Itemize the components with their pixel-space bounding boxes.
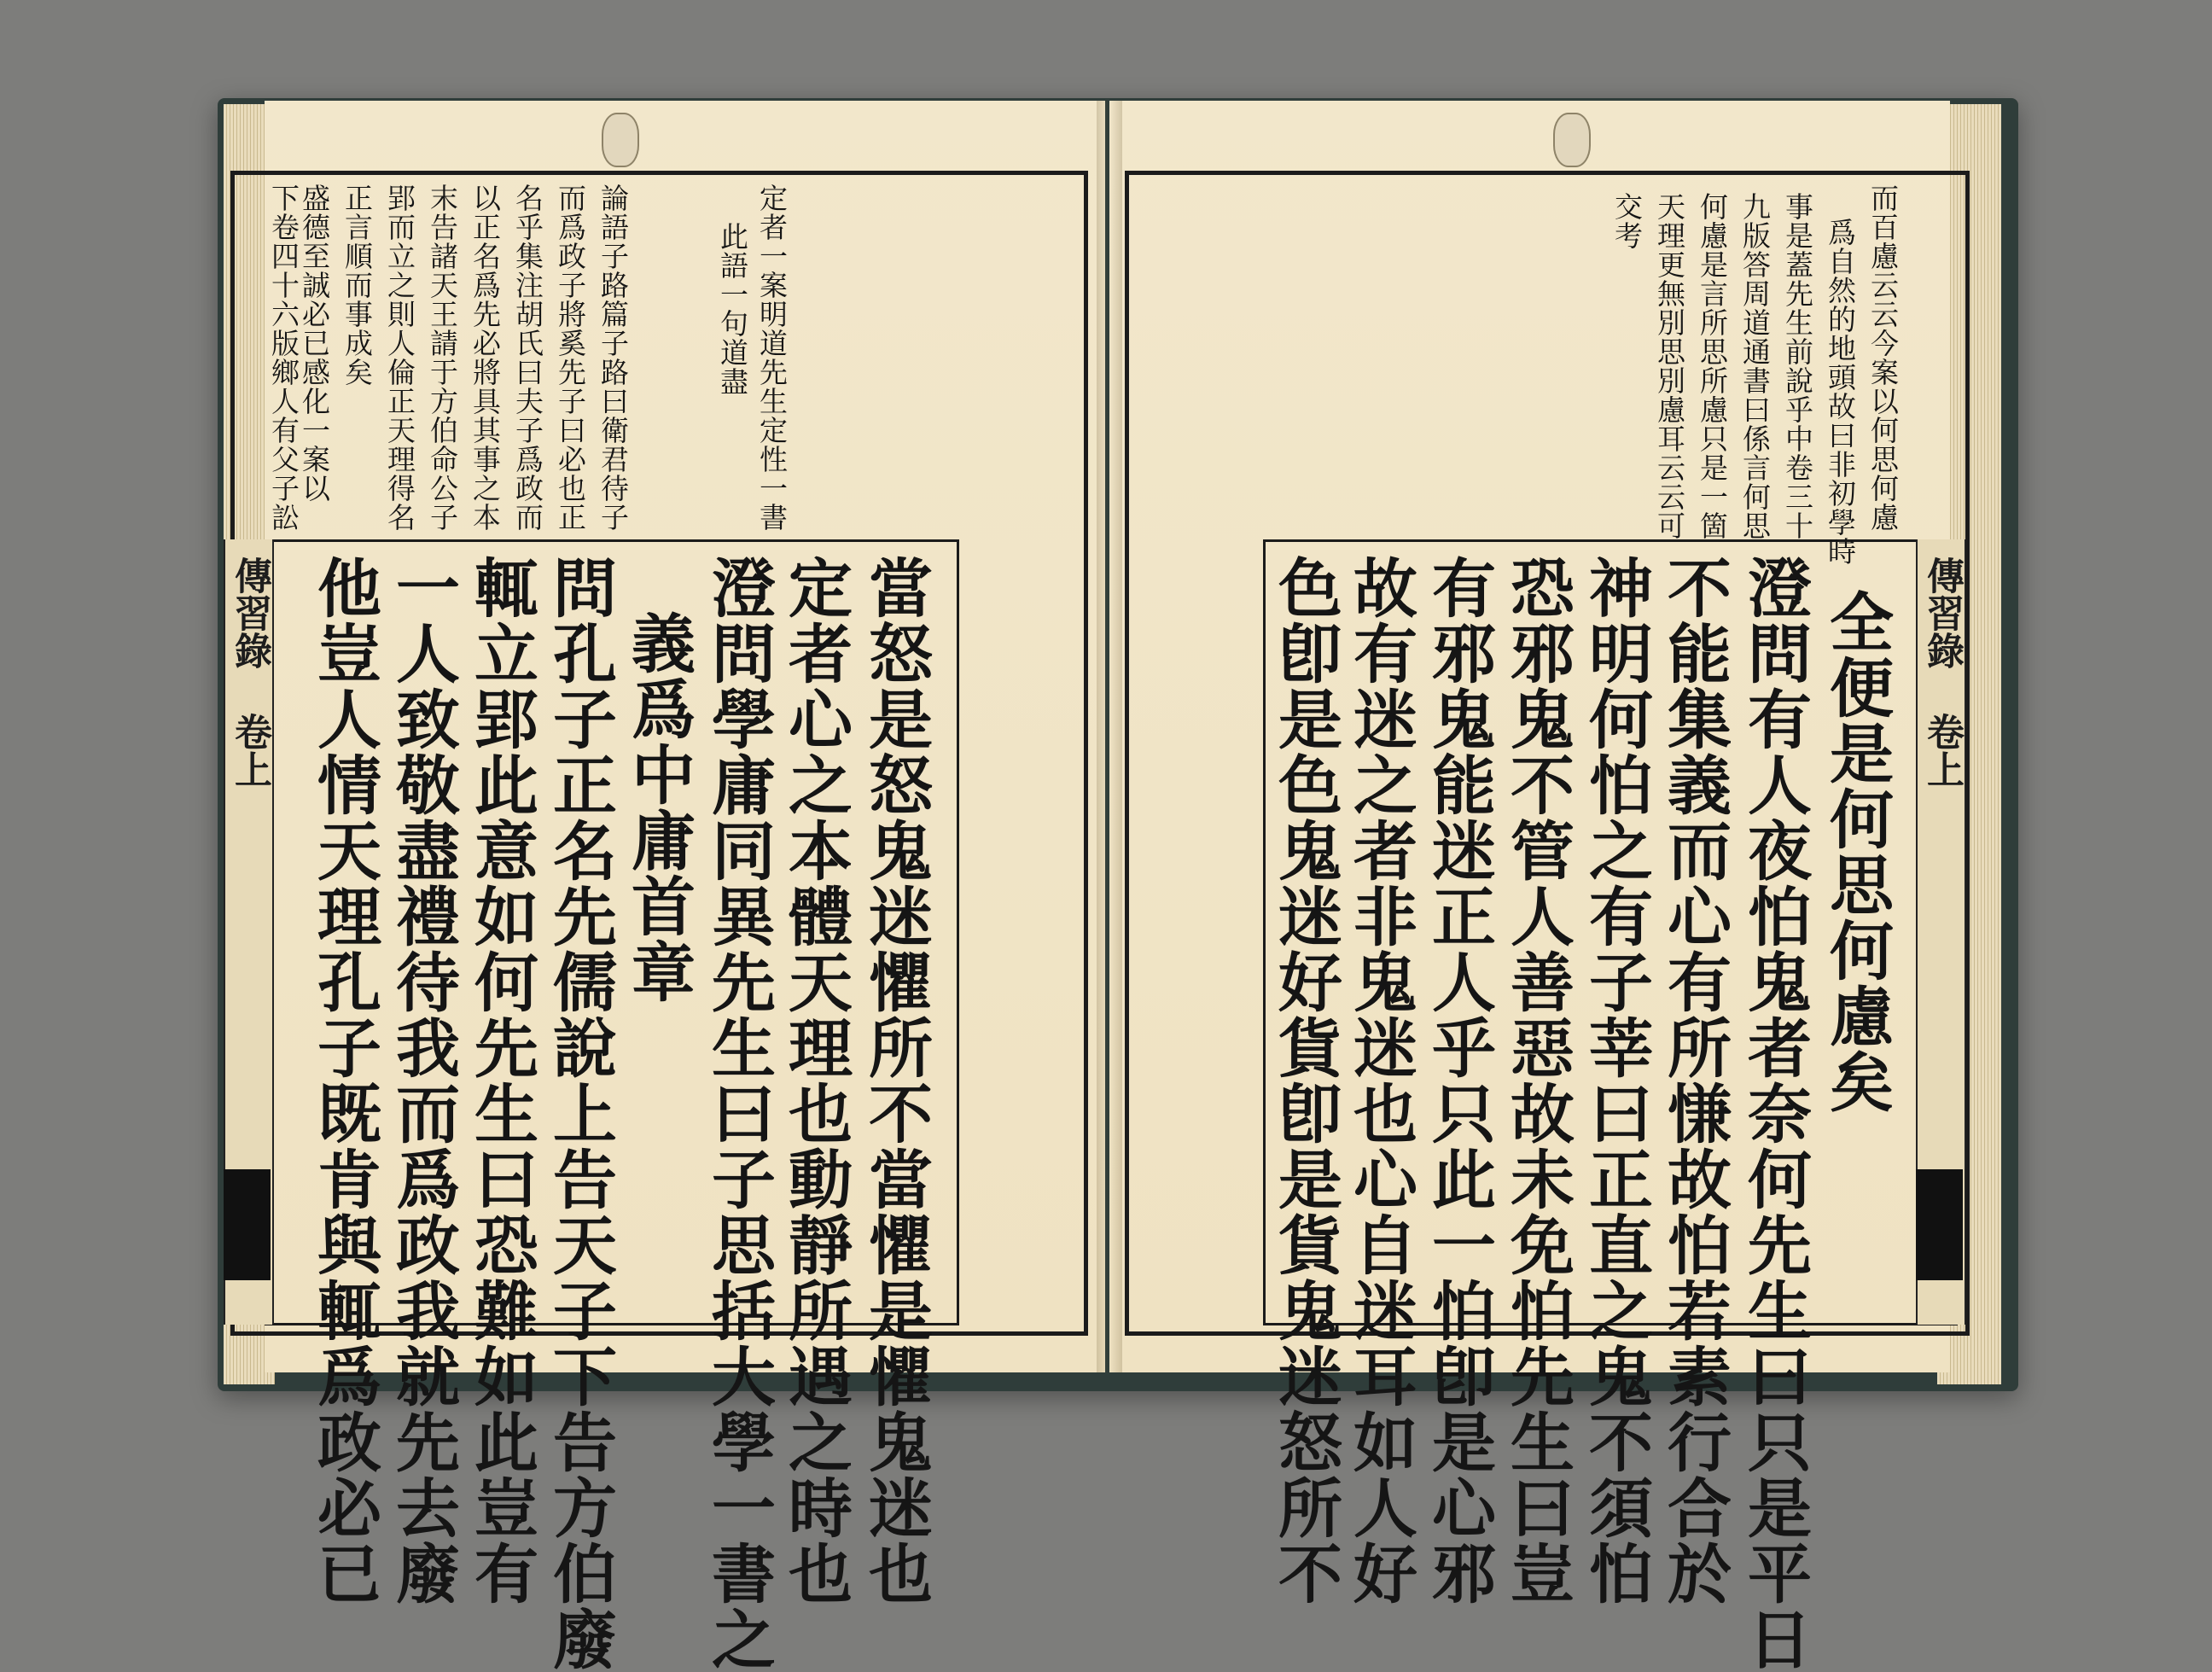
right-upper-col-1: 而百慮云云今案以何思何慮 — [1866, 184, 1900, 532]
right-upper-col-3: 事是蓋先生前說乎中卷三十 — [1781, 192, 1814, 540]
binding-string-left — [602, 113, 639, 167]
right-main-col-2: 澄問有人夜怕鬼者奈何先生曰只是平日 — [1738, 555, 1813, 1672]
right-upper-col-7: 交考 — [1610, 192, 1644, 250]
left-upper-col-6: 以正名爲先必將具其事之本 — [469, 184, 502, 532]
right-main-col-1: 全便是何思何慮矣 — [1819, 589, 1895, 1115]
left-upper-col-5: 名乎集注胡氏曰夫子爲政而 — [511, 184, 544, 532]
left-main-col-3: 澄問學庸同異先生曰子思括大學一書之 — [701, 555, 777, 1672]
book-gutter — [1097, 101, 1122, 1372]
left-main-col-5: 問孔子正名先儒說上告天子下告方伯廢 — [543, 555, 618, 1672]
left-upper-col-11: 下卷四十六版鄉人有父子訟 — [267, 184, 300, 532]
right-main-col-3: 不能集義而心有所慊故怕若素行合於 — [1657, 555, 1732, 1606]
left-upper-col-7: 末告諸天王請于方伯命公子 — [426, 184, 459, 532]
left-black-block — [224, 1169, 271, 1280]
left-upper-col-2: 此語一句道盡 — [716, 222, 749, 396]
left-upper-col-4: 而爲政子將奚先子曰必也正 — [554, 184, 587, 532]
left-main-col-7: 一人致敬盡禮待我而爲政我就先去廢 — [386, 555, 461, 1606]
left-main-col-2: 定者心之本體天理也動靜所遇之時也 — [778, 555, 853, 1606]
left-main-col-1: 當怒是怒鬼迷懼所不當懼是懼鬼迷也 — [859, 555, 934, 1606]
left-center-strip-title: 傳習錄 卷上 — [228, 556, 271, 788]
right-main-col-7: 故有迷之者非鬼迷也心自迷耳如人好 — [1343, 555, 1418, 1606]
left-upper-col-10: 盛德至誠必已感化一案以 — [298, 184, 331, 503]
left-upper-col-8: 郢而立之則人倫正天理得名 — [383, 184, 416, 532]
right-upper-col-6: 天理更無別思別慮耳云云可 — [1653, 192, 1686, 540]
left-upper-col-1: 定者一案明道先生定性一書 — [755, 184, 789, 532]
right-upper-col-4: 九版答周道通書曰係言何思 — [1738, 192, 1772, 540]
right-main-col-6: 有邪鬼能迷正人乎只此一怕卽是心邪 — [1422, 555, 1497, 1606]
right-center-strip-title: 傳習錄 卷上 — [1920, 556, 1964, 788]
left-upper-col-9: 正言順而事成矣 — [341, 184, 374, 387]
left-main-col-4: 義爲中庸首章 — [621, 610, 696, 1005]
right-upper-col-2: 爲自然的地頭故曰非初學時 — [1824, 218, 1857, 566]
left-main-col-6: 輒立郢此意如何先生曰恐難如此豈有 — [464, 555, 539, 1606]
right-main-col-8: 色卽是色鬼迷好貨卽是貨鬼迷怒所不 — [1268, 555, 1343, 1606]
right-main-col-5: 恐邪鬼不管人善惡故未免怕先生曰豈 — [1500, 555, 1575, 1606]
right-black-block — [1916, 1169, 1963, 1280]
right-upper-col-5: 何慮是言所思所慮只是一箇 — [1696, 192, 1729, 540]
right-main-col-4: 神明何怕之有子莘曰正直之鬼不須怕 — [1579, 555, 1654, 1606]
binding-string-right — [1553, 113, 1591, 167]
left-main-col-8: 他豈人情天理孔子既肯與輒爲政必已 — [307, 555, 382, 1606]
left-upper-col-3: 論語子路篇子路曰衛君待子 — [597, 184, 630, 532]
